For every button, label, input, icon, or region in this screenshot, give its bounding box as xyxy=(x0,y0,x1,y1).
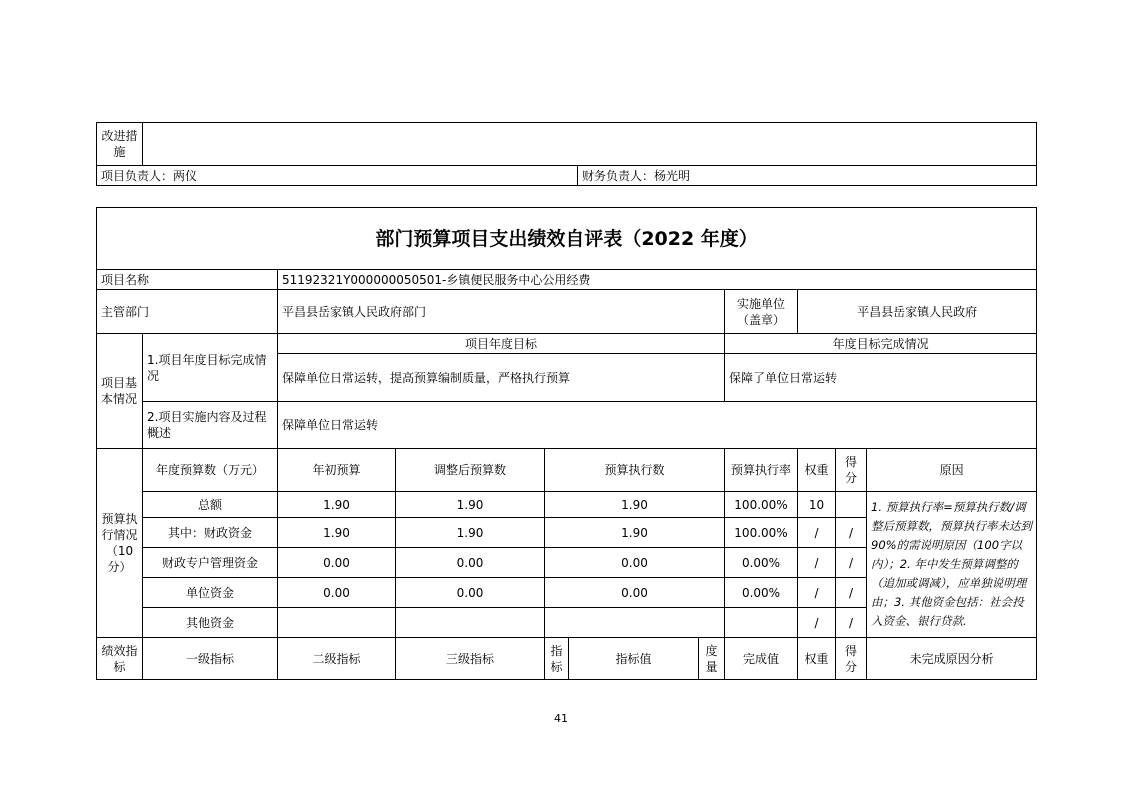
dept-label: 主管部门 xyxy=(97,290,278,334)
budget-row-name: 其中：财政资金 xyxy=(143,518,278,548)
weight-header: 权重 xyxy=(798,449,836,492)
finance-leader: 财务负责人：杨光明 xyxy=(578,166,1037,186)
budget-row-executed: 1.90 xyxy=(545,518,725,548)
level3-header: 三级指标 xyxy=(396,638,545,680)
project-leader: 项目负责人：两仪 xyxy=(97,166,578,186)
budget-row-executed: 1.90 xyxy=(545,492,725,518)
level2-header: 二级指标 xyxy=(278,638,396,680)
completion-value-header: 完成值 xyxy=(725,638,798,680)
executed-budget-header: 预算执行数 xyxy=(545,449,725,492)
budget-row-weight: / xyxy=(798,518,836,548)
budget-row-adjusted: 0.00 xyxy=(396,548,545,578)
score-header: 得分 xyxy=(836,449,867,492)
budget-row-initial: 0.00 xyxy=(278,578,396,608)
budget-row-weight: 10 xyxy=(798,492,836,518)
budget-row-initial: 0.00 xyxy=(278,548,396,578)
impl-unit-label: 实施单位（盖章） xyxy=(725,290,798,334)
basic-info-label: 项目基本情况 xyxy=(97,334,143,449)
budget-row-name: 财政专户管理资金 xyxy=(143,548,278,578)
budget-row-initial: 1.90 xyxy=(278,492,396,518)
target-header: 项目年度目标 xyxy=(278,334,725,354)
level1-header: 一级指标 xyxy=(143,638,278,680)
budget-row-weight: / xyxy=(798,608,836,638)
improvement-measures-value xyxy=(143,123,1037,166)
budget-row-executed xyxy=(545,608,725,638)
budget-row-weight: / xyxy=(798,548,836,578)
execution-rate-header: 预算执行率 xyxy=(725,449,798,492)
impl-unit-value: 平昌县岳家镇人民政府 xyxy=(798,290,1037,334)
budget-row-adjusted: 1.90 xyxy=(396,492,545,518)
indicator-value-header: 指标值 xyxy=(569,638,699,680)
indicator-header: 指标 xyxy=(545,638,569,680)
item2-label: 2.项目实施内容及过程概述 xyxy=(143,402,278,449)
budget-row-initial: 1.90 xyxy=(278,518,396,548)
completion-header: 年度目标完成情况 xyxy=(725,334,1037,354)
unfinished-reason-header: 未完成原因分析 xyxy=(867,638,1037,680)
project-name-label: 项目名称 xyxy=(97,270,278,290)
budget-row-initial xyxy=(278,608,396,638)
budget-row-score: / xyxy=(836,608,867,638)
budget-row-rate: 100.00% xyxy=(725,518,798,548)
page-number: 41 xyxy=(554,712,568,725)
item1-completion: 保障了单位日常运转 xyxy=(725,354,1037,402)
budget-row-score: / xyxy=(836,578,867,608)
budget-row-name: 总额 xyxy=(143,492,278,518)
indicators-label: 绩效指标 xyxy=(97,638,143,680)
table-row xyxy=(97,492,1037,518)
budget-row-weight: / xyxy=(798,578,836,608)
table-title: 部门预算项目支出绩效自评表（2022 年度） xyxy=(97,208,1037,270)
budget-row-rate: 0.00% xyxy=(725,578,798,608)
project-name: 51192321Y000000050501-乡镇便民服务中心公用经费 xyxy=(278,270,1037,290)
initial-budget-header: 年初预算 xyxy=(278,449,396,492)
budget-row-score: / xyxy=(836,518,867,548)
budget-row-adjusted: 1.90 xyxy=(396,518,545,548)
item1-target: 保障单位日常运转，提高预算编制质量，严格执行预算 xyxy=(278,354,725,402)
improvement-table xyxy=(96,122,1037,186)
reason-header: 原因 xyxy=(867,449,1037,492)
dept-value: 平昌县岳家镇人民政府部门 xyxy=(278,290,725,334)
indicator-weight-header: 权重 xyxy=(798,638,836,680)
budget-row-rate: 0.00% xyxy=(725,548,798,578)
budget-row-executed: 0.00 xyxy=(545,578,725,608)
budget-row-adjusted xyxy=(396,608,545,638)
budget-row-name: 其他资金 xyxy=(143,608,278,638)
item2-value: 保障单位日常运转 xyxy=(278,402,1037,449)
adjusted-budget-header: 调整后预算数 xyxy=(396,449,545,492)
reason-note: 1. 预算执行率=预算执行数/调整后预算数，预算执行率未达到90%的需说明原因（100字以内）；2. 年中发生预算调整的（追加或调减），应单独说明理由；3. 其他资金包括：社会投入资金、银行贷款. xyxy=(867,492,1037,638)
budget-row-executed: 0.00 xyxy=(545,548,725,578)
annual-budget-header: 年度预算数（万元） xyxy=(143,449,278,492)
performance-table xyxy=(96,207,1037,680)
improvement-measures-label: 改进措施 xyxy=(97,123,143,166)
budget-row-score: / xyxy=(836,548,867,578)
budget-label: 预算执行情况（10分） xyxy=(97,449,143,638)
indicator-score-header: 得分 xyxy=(836,638,867,680)
budget-row-score xyxy=(836,492,867,518)
budget-row-rate: 100.00% xyxy=(725,492,798,518)
budget-row-rate xyxy=(725,608,798,638)
budget-row-adjusted: 0.00 xyxy=(396,578,545,608)
measure-header: 度量 xyxy=(699,638,725,680)
budget-row-name: 单位资金 xyxy=(143,578,278,608)
item1-label: 1.项目年度目标完成情况 xyxy=(143,334,278,402)
